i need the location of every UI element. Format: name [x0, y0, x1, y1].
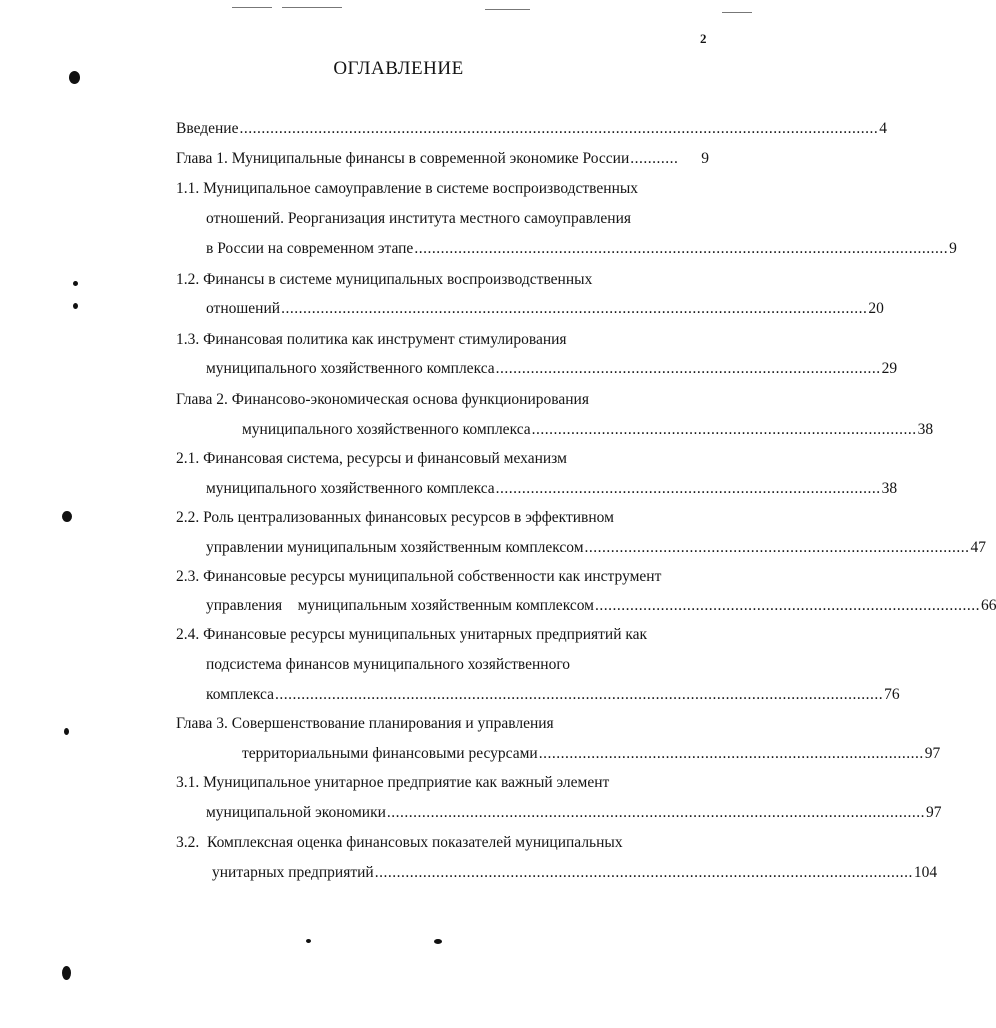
toc-entry-chapter-2-line-2[interactable]: [242, 418, 934, 442]
leader-dots: ........................................................................................: [495, 360, 881, 377]
toc-page: 104: [913, 864, 938, 881]
toc-entry-2-4-line-3[interactable]: [206, 683, 900, 707]
scan-speck: [62, 966, 71, 980]
toc-entry-3-2-line-2[interactable]: [212, 861, 938, 885]
leader-dots: ......................................................................................................................................: [281, 300, 868, 317]
toc-entry-chapter-3-line-2[interactable]: [242, 742, 941, 766]
leader-dots: ...........................................................................................................................: [374, 864, 913, 881]
leader-dots: ..................................................................................................................................................: [239, 120, 879, 137]
toc-label: муниципального хозяйственного комплекса: [206, 360, 495, 377]
scan-speck: [73, 303, 78, 309]
toc-page: 4: [879, 120, 887, 137]
toc-label: муниципального хозяйственного комплекса: [206, 480, 495, 497]
toc-entry-2-4-line-1[interactable]: 2.4. Финансовые ресурсы муниципальных унитарных предприятий как: [176, 626, 648, 643]
leader-dots: ........................................................................................: [584, 539, 970, 556]
toc-entry-3-2-line-1[interactable]: 3.2. Комплексная оценка финансовых показателей муниципальных: [176, 834, 623, 851]
toc-entry-2-1-line-2[interactable]: [206, 477, 898, 501]
toc-entry-1-1-line-2: отношений. Реорганизация института местного самоуправления: [206, 210, 632, 227]
toc-page: 9: [701, 150, 709, 167]
scan-speck: [64, 728, 69, 735]
toc-label: территориальными финансовыми ресурсами: [242, 745, 538, 762]
toc-entry-1-1-line-1[interactable]: 1.1. Муниципальное самоуправление в системе воспроизводственных: [176, 180, 639, 197]
scan-mark: [722, 12, 752, 13]
toc-entry-1-1-line-3[interactable]: [206, 237, 957, 261]
toc-entry-1-2-line-1[interactable]: 1.2. Финансы в системе муниципальных воспроизводственных: [176, 271, 593, 288]
toc-label: муниципальной экономики: [206, 804, 386, 821]
toc-entry-2-4-line-2: подсистема финансов муниципального хозяйственного: [206, 656, 571, 673]
toc-page: 97: [924, 745, 941, 762]
leader-dots: ........................................................................................: [594, 597, 980, 614]
page-title: ОГЛАВЛЕНИЕ: [333, 58, 464, 79]
toc-entry-1-2-line-2[interactable]: [206, 297, 884, 321]
toc-page: 47: [970, 539, 987, 556]
toc-entry-1-3-line-2[interactable]: [206, 357, 898, 381]
scan-speck: [73, 281, 78, 286]
scan-speck: [434, 939, 442, 944]
toc-page: 29: [881, 360, 898, 377]
toc-label: комплекса: [206, 686, 275, 703]
scan-mark: [282, 7, 342, 8]
toc-entry-chapter-2-line-1[interactable]: Глава 2. Финансово-экономическая основа функционирования: [176, 391, 589, 408]
toc-entry-3-1-line-2[interactable]: [206, 801, 942, 825]
toc-label: унитарных предприятий: [212, 864, 374, 881]
toc-entry-2-2-line-2[interactable]: [206, 536, 987, 560]
leader-dots: ...........................................................................................................................................: [275, 686, 884, 703]
toc-label: управлении муниципальным хозяйственным комплексом: [206, 539, 584, 556]
scan-mark: [485, 9, 530, 10]
leader-dots: ...........: [630, 150, 679, 167]
toc-page: 66: [980, 597, 996, 614]
leader-dots: ...........................................................................................................................: [386, 804, 926, 821]
toc-entry-chapter-3-line-1[interactable]: Глава 3. Совершенствование планирования и управления: [176, 715, 554, 732]
toc-entry-3-1-line-1[interactable]: 3.1. Муниципальное унитарное предприятие как важный элемент: [176, 774, 610, 791]
toc-entry-1-3-line-1[interactable]: 1.3. Финансовая политика как инструмент стимулирования: [176, 331, 567, 348]
toc-page: 38: [917, 421, 934, 438]
toc-page: 9: [949, 240, 957, 257]
toc-entry-2-3-line-2[interactable]: [206, 594, 996, 618]
toc-label: Глава 1. Муниципальные финансы в современной экономике России: [176, 150, 630, 167]
toc-page: 38: [881, 480, 898, 497]
toc-page: 76: [884, 686, 900, 703]
toc-label: муниципального хозяйственного комплекса: [242, 421, 531, 438]
toc-entry-chapter-1[interactable]: [176, 147, 709, 171]
leader-dots: ........................................................................................: [531, 421, 917, 438]
toc-label: отношений: [206, 300, 281, 317]
toc-entry-intro[interactable]: [176, 117, 887, 141]
toc-page: 20: [868, 300, 884, 317]
leader-dots: ........................................................................................: [538, 745, 924, 762]
toc-entry-2-1-line-1[interactable]: 2.1. Финансовая система, ресурсы и финансовый механизм: [176, 450, 567, 467]
leader-dots: ........................................................................................: [495, 480, 881, 497]
toc-label: управления муниципальным хозяйственным комплексом: [206, 597, 594, 614]
leader-dots: ..........................................................................................................................: [414, 240, 949, 257]
toc-entry-2-2-line-1[interactable]: 2.2. Роль централизованных финансовых ресурсов в эффективном: [176, 509, 614, 526]
scan-mark: [232, 7, 272, 8]
scan-speck: [306, 939, 311, 943]
page-number: 2: [700, 31, 707, 46]
scan-speck: [62, 511, 72, 522]
toc-label: в России на современном этапе: [206, 240, 414, 257]
toc-page: 97: [926, 804, 942, 821]
toc-entry-2-3-line-1[interactable]: 2.3. Финансовые ресурсы муниципальной собственности как инструмент: [176, 568, 662, 585]
toc-label: Введение: [176, 120, 239, 137]
